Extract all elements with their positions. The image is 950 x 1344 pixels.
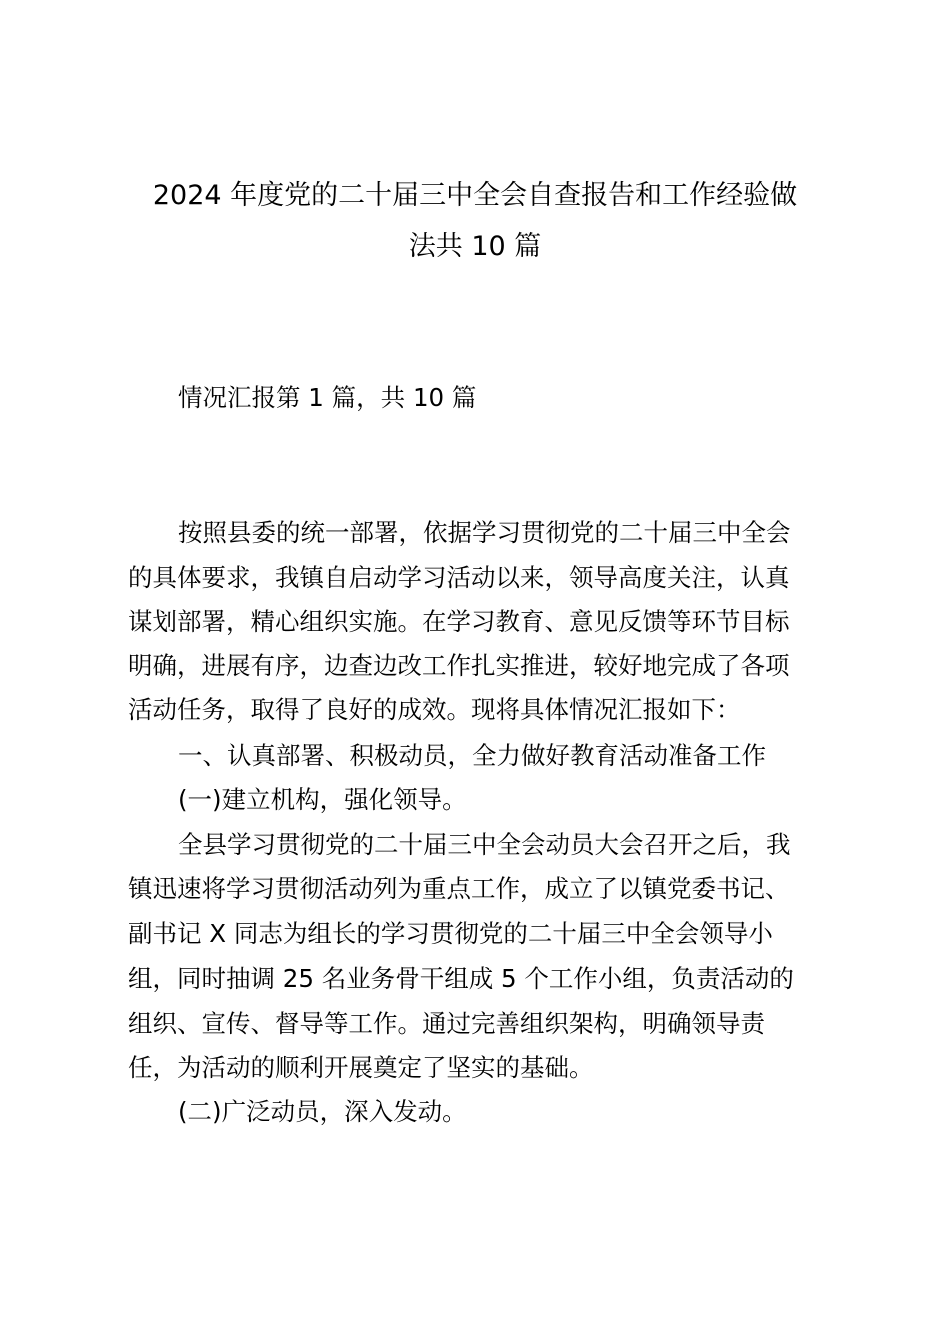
paragraph-line: 的具体要求，我镇自启动学习活动以来，领导高度关注，认真 bbox=[128, 563, 790, 592]
paragraph-line: 副书记 X 同志为组长的学习贯彻党的二十届三中全会领导小 bbox=[128, 919, 773, 948]
paragraph-line: 活动任务，取得了良好的成效。现将具体情况汇报如下： bbox=[128, 695, 741, 724]
paragraph-line: 全县学习贯彻党的二十届三中全会动员大会召开之后，我 bbox=[178, 830, 791, 859]
paragraph-line: 谋划部署，精心组织实施。在学习教育、意见反馈等环节目标 bbox=[128, 607, 790, 636]
paragraph-line: 组织、宣传、督导等工作。通过完善组织架构，明确领导责 bbox=[128, 1009, 765, 1038]
document-title-line-2: 法共 10 篇 bbox=[408, 231, 542, 262]
paragraph-line: 组，同时抽调 25 名业务骨干组成 5 个工作小组，负责活动的 bbox=[128, 964, 794, 993]
subsection-heading: (二)广泛动员，深入发动。 bbox=[178, 1097, 467, 1126]
subsection-heading: (一)建立机构，强化领导。 bbox=[178, 785, 467, 814]
paragraph-line: 按照县委的统一部署，依据学习贯彻党的二十届三中全会 bbox=[178, 518, 791, 547]
section-heading: 一、认真部署、积极动员，全力做好教育活动准备工作 bbox=[178, 741, 766, 770]
paragraph-line: 任，为活动的顺利开展奠定了坚实的基础。 bbox=[128, 1053, 594, 1082]
paragraph-line: 明确，进展有序，边查边改工作扎实推进，较好地完成了各项 bbox=[128, 651, 790, 680]
document-title-line-1: 2024 年度党的二十届三中全会自查报告和工作经验做 bbox=[152, 180, 798, 211]
document-subtitle: 情况汇报第 1 篇，共 10 篇 bbox=[178, 383, 477, 412]
paragraph-line: 镇迅速将学习贯彻活动列为重点工作，成立了以镇党委书记、 bbox=[128, 874, 790, 903]
